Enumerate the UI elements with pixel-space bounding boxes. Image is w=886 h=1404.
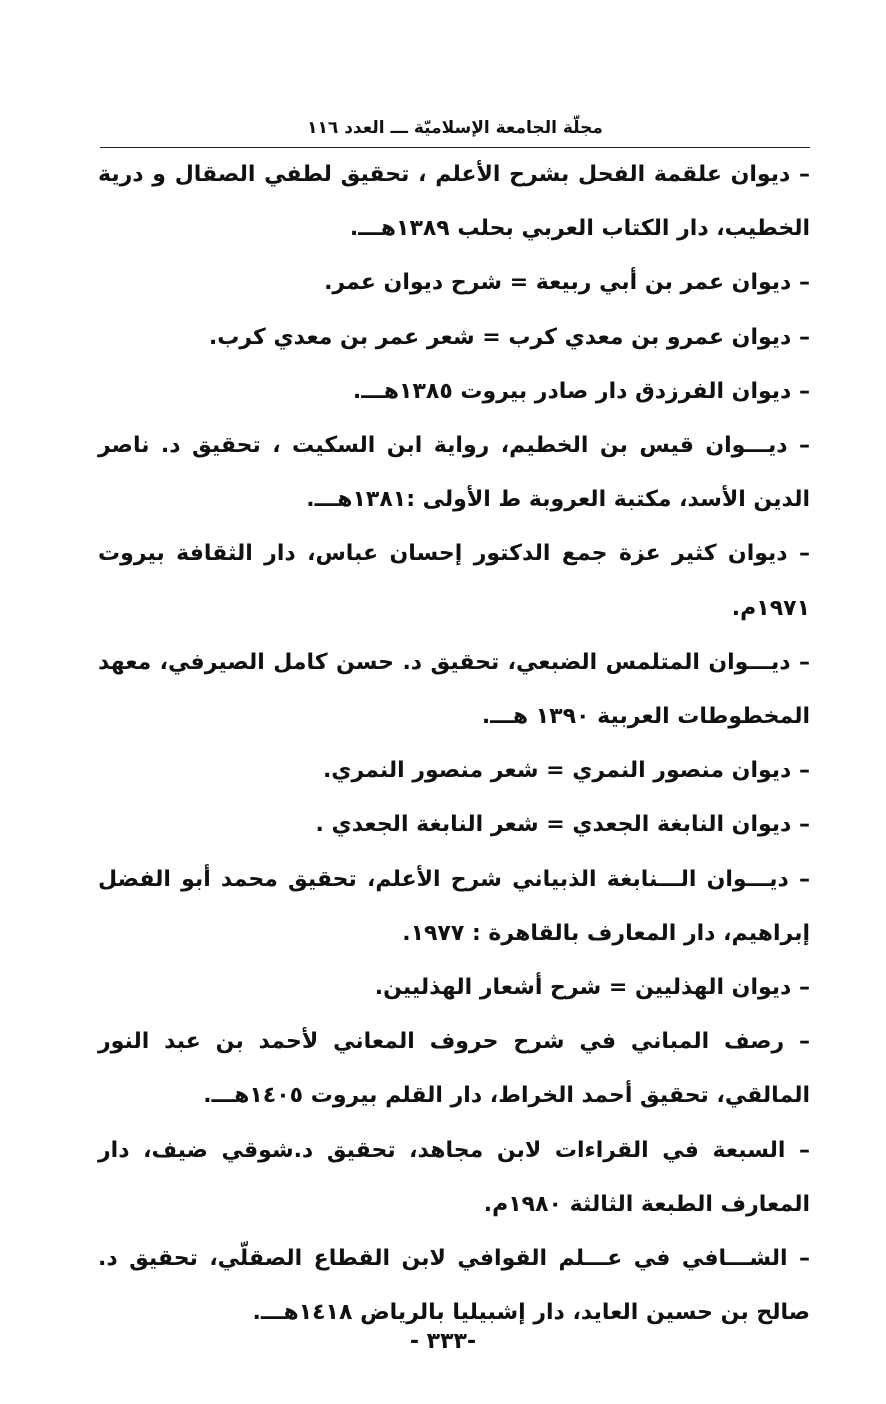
list-item: – الشـــافي في عـــلم القوافي لابن القطاع الصقلّي، تحقيق د. صالح بن حسين العايد، دار إشبيليا بالرياض ١٤١٨هـــ. <box>98 1246 810 1326</box>
list-item: – ديوان الهذليين = شرح أشعار الهذليين. <box>374 975 810 1001</box>
list-item: – ديـــوان المتلمس الضبعي، تحقيق د. حسن كامل الصيرفي، معهد المخطوطات العربية ١٣٩٠ هـــ. <box>98 649 810 730</box>
list-item: – ديوان عمر بن أبي ربيعة = شرح ديوان عمر. <box>324 270 810 296</box>
list-item: – رصف المباني في شرح حروف المعاني لأحمد بن عبد النور المالقي، تحقيق أحمد الخراط، دار القلم بيروت ١٤٠٥هـــ. <box>98 1029 810 1109</box>
list-item: – ديـــوان الـــنابغة الذبياني شرح الأعلم، تحقيق محمد أبو الفضل إبراهيم، دار المعارف بالقاهرة : ١٩٧٧. <box>98 866 810 946</box>
bibliography-list <box>98 148 810 1340</box>
list-item: – ديوان النابغة الجعدي = شعر النابغة الجعدي . <box>315 812 810 838</box>
list-item: – ديـــوان قيس بن الخطيم، رواية ابن السكيت ، تحقيق د. ناصر الدين الأسد، مكتبة العروبة ط الأولى :١٣٨١هـــ. <box>98 433 810 513</box>
list-item: – السبعة في القراءات لابن مجاهد، تحقيق د.شوقي ضيف، دار المعارف الطبعة الثالثة ١٩٨٠م. <box>98 1137 810 1217</box>
list-item: – ديوان علقمة الفحل بشرح الأعلم ، تحقيق لطفي الصقال و درية الخطيب، دار الكتاب العربي بحلب ١٣٨٩هـــ. <box>98 162 810 242</box>
list-item: – ديوان عمرو بن معدي كرب = شعر عمر بن معدي كرب. <box>208 324 810 350</box>
page-header: مجلّة الجامعة الإسلاميّة ـــ العدد ١١٦ <box>307 118 603 138</box>
page-number: -٣٣٣ - <box>409 1329 477 1354</box>
list-item: – ديوان الفرزدق دار صادر بيروت ١٣٨٥هـــ. <box>352 378 810 404</box>
list-item: – ديوان كثير عزة جمع الدكتور إحسان عباس، دار الثقافة بيروت ١٩٧١م. <box>98 541 810 621</box>
list-item: – ديوان منصور النمري = شعر منصور النمري. <box>322 758 810 784</box>
